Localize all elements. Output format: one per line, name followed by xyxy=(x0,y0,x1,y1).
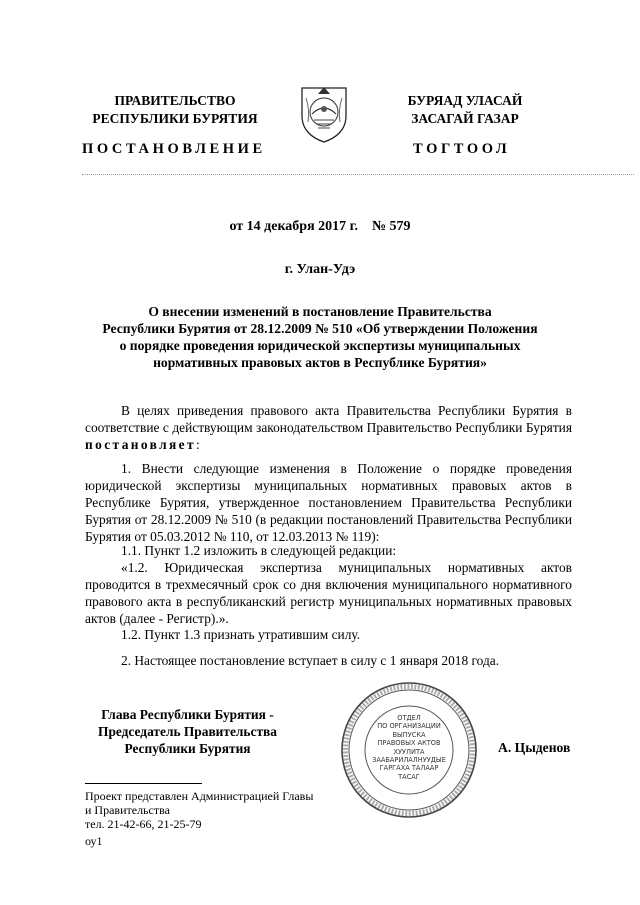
paragraph-1-1: 1.1. Пункт 1.2 изложить в следующей редакции: xyxy=(121,543,397,558)
stamp-line4: ПРАВОВЫХ АКТОВ xyxy=(377,739,441,748)
position-line1: Глава Республики Бурятия - xyxy=(101,707,274,722)
doc-type-bur: ТОГТООЛ xyxy=(413,141,511,157)
stamp-line1: ОТДЕЛ xyxy=(397,714,421,722)
coat-of-arms-icon xyxy=(298,82,350,144)
footer-line2: и Правительства xyxy=(85,803,170,817)
signatory-name: А. Цыденов xyxy=(498,740,571,755)
header-right-line1: БУРЯАД УЛАСАЙ xyxy=(407,93,523,108)
footer-rule xyxy=(85,783,202,784)
header-left-line2: РЕСПУБЛИКИ БУРЯТИЯ xyxy=(92,111,258,126)
footer-line3: тел. 21-42-66, 21-25-79 xyxy=(85,817,202,831)
header-left-line1: ПРАВИТЕЛЬСТВО xyxy=(114,93,236,108)
stamp-line2: ПО ОРГАНИЗАЦИИ xyxy=(377,722,441,731)
stamp-line5: ХУУЛИТА xyxy=(393,747,425,756)
paragraph-1: 1. Внести следующие изменения в Положение о порядке проведения юридической экспертизы муниципальных нормативных правовых актов в Республике Бурятия, утвержденное постановлением Правительства Республики Бурятия от 28.12.2009 № 510 (в редакции постановлений Правительства Республики Бурятия от 05.03.2012 № 110, от 12.03.2013 № 119): xyxy=(85,461,572,544)
paragraph-1-1-quote: «1.2. Юридическая экспертиза муниципальных нормативных актов проводится в трехмесячный срок со дня включения муниципального нормативного правового акта в республиканский регистр муниципальных нормативных правовых актов (далее - Регистр).». xyxy=(85,560,572,626)
stamp-text xyxy=(361,714,457,781)
title-line1: О внесении изменений в постановление Правительства xyxy=(148,304,492,319)
preamble-paragraph xyxy=(85,403,572,454)
footer-code: оу1 xyxy=(85,834,103,848)
position-line2: Председатель Правительства xyxy=(98,724,277,739)
title-line4: нормативных правовых актов в Республике Бурятия» xyxy=(153,355,487,370)
footer-line1: Проект представлен Администрацией Главы xyxy=(85,789,314,803)
preamble-text: В целях приведения правового акта Правительства Республики Бурятия в соответствие с действующим законодательством Правительство Республики Бурятия xyxy=(85,403,572,435)
doc-type-ru: ПОСТАНОВЛЕНИЕ xyxy=(82,141,266,157)
date-number: от 14 декабря 2017 г. № 579 xyxy=(229,219,411,234)
title-line2: Республики Бурятия от 28.12.2009 № 510 «Об утверждении Положения xyxy=(102,321,538,336)
decree-word: постановляет xyxy=(85,436,197,452)
paragraph-2: 2. Настоящее постановление вступает в силу с 1 января 2018 года. xyxy=(121,653,500,668)
stamp-line8: ТАСАГ xyxy=(398,772,420,781)
header-left xyxy=(80,92,270,128)
document-title xyxy=(70,303,570,371)
stamp-line3: ВЫПУСКА xyxy=(392,730,426,739)
signatory-position xyxy=(80,706,295,757)
position-line3: Республики Бурятия xyxy=(124,741,251,756)
title-line3: о порядке проведения юридической экспертизы муниципальных xyxy=(119,338,521,353)
footer-note xyxy=(85,789,385,831)
header-right-line2: ЗАСАГАЙ ГАЗАР xyxy=(411,111,519,126)
stamp-line7: ГАРГАХА ТАЛААР xyxy=(379,764,439,773)
header-right xyxy=(380,92,550,128)
stamp-line6: ЗААБАРИЛАЛНУУДЫЕ xyxy=(372,756,446,765)
paragraph-1-2: 1.2. Пункт 1.3 признать утратившим силу. xyxy=(121,627,361,642)
header-divider xyxy=(82,174,634,175)
preamble-end: : xyxy=(196,436,200,452)
city: г. Улан-Удэ xyxy=(284,262,356,277)
